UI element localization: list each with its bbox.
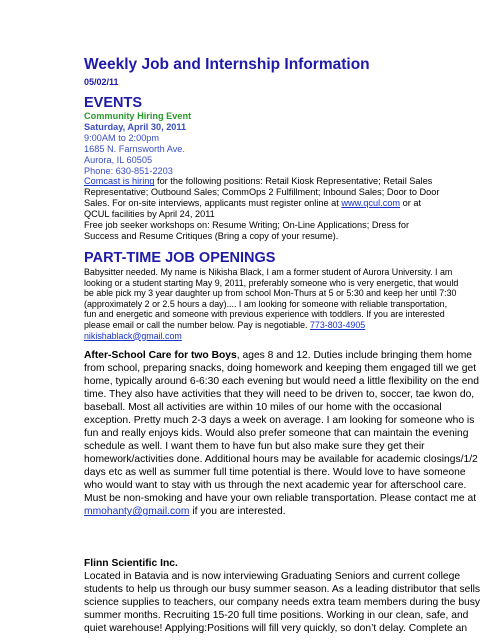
flinn-listing bbox=[84, 557, 480, 635]
flinn-line: Located in Batavia and is now interviewing Graduating Seniors and current college bbox=[84, 571, 461, 582]
after-school-title: After-School Care for two Boys bbox=[84, 350, 237, 361]
comcast-line-1: Comcast is hiring for the following positions: Retail Kiosk Representative; Retail Sales bbox=[84, 176, 433, 187]
after-school-line: who would want to stay with us through the next academic year for afterschool care. bbox=[84, 480, 467, 491]
events-heading: EVENTS bbox=[84, 95, 143, 111]
after-school-line: days etc as well as summer full time potential is there. Would love to have someone bbox=[84, 467, 466, 478]
flinn-line: summer months. Recruiting 15-20 full time positions. Working in our clean, safe, and bbox=[84, 610, 469, 621]
comcast-line-2: Representative; Outbound Sales; CommOps 2 Fulfillment; Inbound Sales; Door to Door bbox=[84, 187, 440, 198]
page-date: 05/02/11 bbox=[84, 77, 119, 87]
after-school-line: fun and really enjoys kids. Would also prefer someone that can maintain the evening bbox=[84, 428, 469, 439]
after-school-line: exception. Pretty much 2-3 days a week on average. I am looking for someone who is bbox=[84, 415, 475, 426]
flinn-line: quiet warehouse! Applying:Positions will fill very quickly, so don’t delay. Complete an bbox=[84, 623, 468, 634]
page-title: Weekly Job and Internship Information bbox=[84, 56, 370, 73]
after-school-line: baseball. Most all activities are within 10 miles of our home with the occasional bbox=[84, 402, 442, 413]
babysitter-phone-link[interactable]: 773-803-4905 bbox=[309, 319, 366, 330]
babysitter-listing bbox=[84, 267, 459, 341]
babysitter-email-link[interactable]: nikishablack@gmail.com bbox=[84, 330, 182, 341]
after-school-line: time. They also have activities that they will need to be driven to, soccer, tae kwon do, bbox=[84, 389, 475, 400]
babysitter-email-line bbox=[84, 331, 424, 342]
event-time: 9:00AM to 2:00pm bbox=[84, 132, 160, 143]
babysitter-line: please email or call the number below. Pay is negotiable. 773-803-4905 bbox=[84, 319, 366, 330]
comcast-line-4: QCUL facilities by April 24, 2011 bbox=[84, 209, 215, 220]
after-school-line: homework/activities done. Additional hours may be available for academic closings/1/2 bbox=[84, 454, 478, 465]
after-school-line: After-School Care for two Boys, ages 8 and 12. Duties include bringing them home bbox=[84, 350, 473, 361]
after-school-line: schedule as well. I want them to have fun but also make sure they get their bbox=[84, 441, 425, 452]
event-address-line-2: Aurora, IL 60505 bbox=[84, 154, 153, 165]
flinn-line: science supplies to teachers, our company needs extra team members during the busy bbox=[84, 597, 481, 608]
babysitter-line: Babysitter needed. My name is Nikisha Black, I am a former student of Aurora University. I am bbox=[84, 267, 453, 277]
babysitter-line: be able pick my 3 year daughter up from school Mon-Thurs at 5 or 5:30 and keep her until 7:30 bbox=[84, 288, 457, 299]
after-school-line: from school, preparing snacks, doing homework and keeping them engaged till we get bbox=[84, 363, 477, 374]
after-school-listing bbox=[84, 349, 479, 518]
babysitter-line: (approximately 2 or 2.5 hours a day).... I am looking for someone with reliable transportation, bbox=[84, 298, 448, 309]
event-name: Community Hiring Event bbox=[84, 111, 192, 121]
event-date: Saturday, April 30, 2011 bbox=[84, 121, 187, 132]
after-school-email-link[interactable]: mmohanty@gmail.com bbox=[84, 506, 190, 517]
comcast-line-3: Sales. For on-site interviews, applicants must register online at www.qcul.com or at bbox=[84, 198, 422, 209]
babysitter-line: looking or a student starting May 9, 2011, preferably someone who is very energetic, that would bbox=[84, 277, 459, 288]
workshop-line-1: Free job seeker workshops on: Resume Writing; On-Line Applications; Dress for bbox=[84, 220, 410, 231]
event-phone: Phone: 630-851-2203 bbox=[84, 165, 173, 176]
after-school-contact-line: mmohanty@gmail.com if you are interested. bbox=[84, 506, 286, 517]
events-section bbox=[84, 111, 440, 242]
comcast-link[interactable]: Comcast is hiring bbox=[84, 176, 155, 187]
part-time-heading: PART-TIME JOB OPENINGS bbox=[84, 250, 276, 266]
event-address-line-1: 1685 N. Farnsworth Ave. bbox=[84, 143, 185, 154]
flinn-title: Flinn Scientific Inc. bbox=[84, 558, 178, 569]
after-school-line: home, typically around 6-6:30 each evening but would need a little flexibility on the end bbox=[84, 376, 479, 387]
babysitter-line: fun and energetic and someone with previous experience with toddlers. If you are interested bbox=[84, 309, 445, 320]
after-school-line: Must be non-smoking and have your own reliable transportation. Please contact me at bbox=[84, 493, 477, 504]
qcul-link[interactable]: www.qcul.com bbox=[341, 198, 401, 209]
workshop-line-2: Success and Resume Critiques (Bring a copy of your resume). bbox=[84, 230, 339, 241]
flinn-line: students to help us through our busy summer season. As a leading distributor that sells bbox=[84, 584, 481, 595]
